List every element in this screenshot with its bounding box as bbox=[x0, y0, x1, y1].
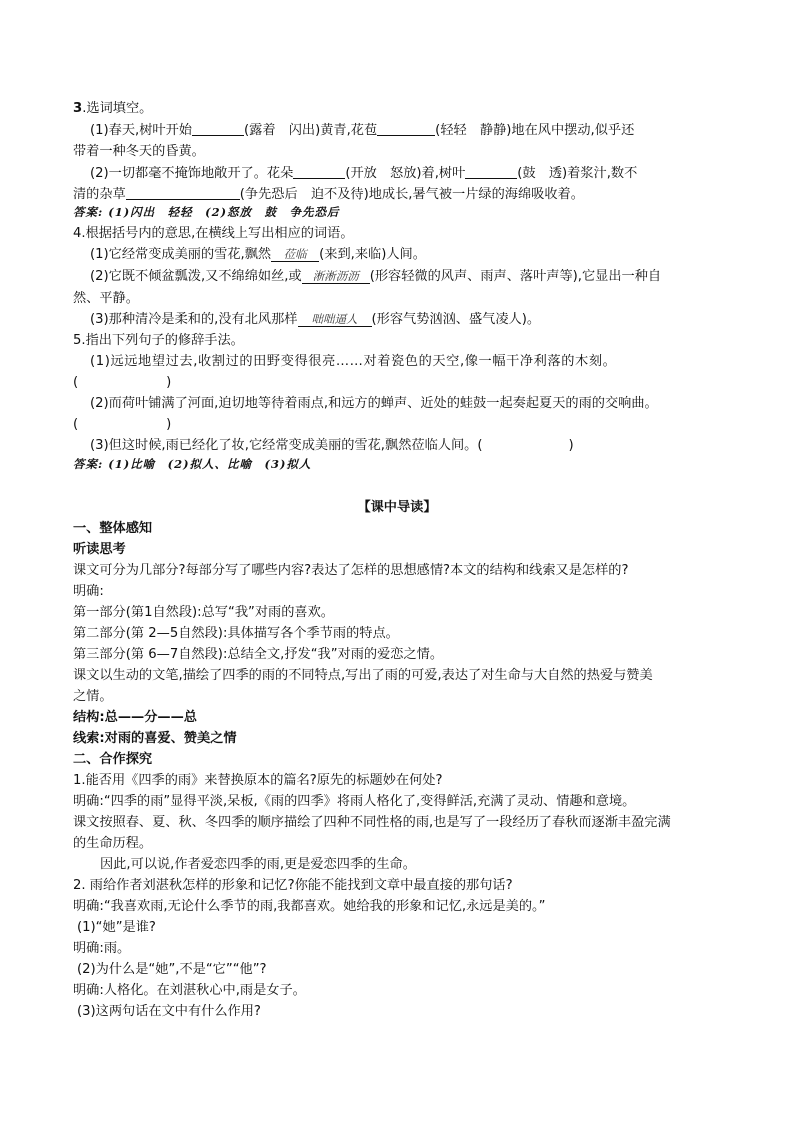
part2-answer-1-line-3: 的生命历程。 bbox=[73, 836, 153, 851]
q3-sentence-1: (1)春天,树叶开始 (露着 闪出)黄青,花苞 (轻轻 静静)地在风中摆动,似乎还 bbox=[90, 123, 635, 138]
part2-subquestion-3: (3)这两句话在文中有什么作用? bbox=[77, 1004, 261, 1019]
part2-subanswer-2: 明确:人格化。在刘湛秋心中,雨是女子。 bbox=[73, 983, 306, 998]
part2-subquestion-2: (2)为什么是“她”,不是“它”“他”? bbox=[77, 962, 267, 977]
part2-heading: 二、合作探究 bbox=[73, 752, 153, 767]
q4-sentence-3: (3)那种清冷是柔和的,没有北风那样 咄咄逼人 (形容气势汹汹、盛气凌人)。 bbox=[90, 312, 541, 327]
section-title: 【课中导读】 bbox=[357, 500, 437, 515]
q3-answer: 答案: (1)闪出 轻轻 (2)怒放 鼓 争先恐后 bbox=[73, 205, 340, 219]
q5-sentence-1: (1)远远地望过去,收割过的田野变得很亮……对着瓷色的天空,像一幅干净利落的木刻。 bbox=[90, 354, 617, 369]
q4-sentence-2: (2)它既不倾盆瓢泼,又不绵绵如丝,或 淅淅沥沥 (形容轻微的风声、雨声、落叶声等),它显出一种自 bbox=[90, 269, 662, 284]
part1-clarify: 明确: bbox=[73, 584, 104, 599]
q3-blank-1[interactable] bbox=[192, 123, 244, 136]
q4-fill-3[interactable]: 咄咄逼人 bbox=[298, 314, 372, 327]
part2-answer-1-line-4: 因此,可以说,作者爱恋四季的雨,更是爱恋四季的生命。 bbox=[100, 857, 416, 872]
part2-question-2: 2. 雨给作者刘湛秋怎样的形象和记忆?你能不能找到文章中最直接的那句话? bbox=[73, 878, 513, 893]
part1-summary: 课文以生动的文笔,描绘了四季的雨的不同特点,写出了雨的可爱,表达了对生命与大自然的热爱与赞美 bbox=[73, 668, 653, 683]
q5-title: 5.指出下列句子的修辞手法。 bbox=[73, 333, 244, 348]
q4-sentence-2-cont: 然、平静。 bbox=[73, 291, 139, 306]
part2-answer-1-line-2: 课文按照春、夏、秋、冬四季的顺序描绘了四种不同性格的雨,也是写了一段经历了春秋而逐渐丰盈完满 bbox=[73, 815, 671, 830]
q5-answer-slot-1[interactable]: ( ) bbox=[73, 375, 172, 390]
q3-title: 3.选词填空。 bbox=[73, 101, 153, 116]
q3-sentence-2-cont: 清的杂草 (争先恐后 迫不及待)地成长,暑气被一片绿的海绵吸收着。 bbox=[73, 187, 584, 202]
part1-point-3: 第三部分(第 6—7自然段):总结全文,抒发“我”对雨的爱恋之情。 bbox=[73, 647, 444, 662]
q3-sentence-1-cont: 带着一种冬天的昏黄。 bbox=[73, 144, 205, 159]
part2-subquestion-1: (1)“她”是谁? bbox=[77, 920, 156, 935]
part1-clue: 线索:对雨的喜爱、赞美之情 bbox=[73, 731, 237, 746]
q3-blank-3[interactable] bbox=[293, 166, 345, 179]
q5-sentence-2: (2)而荷叶铺满了河面,迫切地等待着雨点,和远方的蝉声、近处的蛙鼓一起奏起夏天的雨的交响曲。 bbox=[90, 396, 658, 411]
q3-blank-4[interactable] bbox=[465, 166, 517, 179]
q3-blank-5[interactable] bbox=[126, 187, 240, 200]
part1-structure: 结构:总——分——总 bbox=[73, 710, 197, 725]
part1-summary-cont: 之情。 bbox=[73, 689, 113, 704]
part2-question-1: 1.能否用《四季的雨》来替换原本的篇名?原先的标题妙在何处? bbox=[73, 773, 443, 788]
part1-heading: 一、整体感知 bbox=[73, 521, 153, 536]
q4-title: 4.根据括号内的意思,在横线上写出相应的词语。 bbox=[73, 226, 354, 241]
part1-question: 课文可分为几部分?每部分写了哪些内容?表达了怎样的思想感情?本文的结构和线索又是怎样的? bbox=[73, 563, 629, 578]
q5-answer-slot-2[interactable]: ( ) bbox=[73, 417, 172, 432]
part2-answer-2: 明确:“我喜欢雨,无论什么季节的雨,我都喜欢。她给我的形象和记忆,永远是美的。” bbox=[73, 899, 546, 914]
part2-subanswer-1: 明确:雨。 bbox=[73, 941, 131, 956]
q4-sentence-1: (1)它经常变成美丽的雪花,飘然 莅临 (来到,来临)人间。 bbox=[90, 247, 426, 262]
part1-point-1: 第一部分(第1自然段):总写“我”对雨的喜欢。 bbox=[73, 605, 334, 620]
q3-blank-2[interactable] bbox=[377, 123, 435, 136]
q4-fill-1[interactable]: 莅临 bbox=[271, 249, 319, 262]
q3-sentence-2: (2)一切都毫不掩饰地敞开了。花朵 (开放 怒放)着,树叶 (鼓 透)着浆汁,数不 bbox=[90, 166, 638, 181]
q4-fill-2[interactable]: 淅淅沥沥 bbox=[302, 271, 370, 284]
q5-sentence-3: (3)但这时候,雨已经化了妆,它经常变成美丽的雪花,飘然莅临人间。( ) bbox=[90, 438, 574, 453]
q5-answer: 答案: (1)比喻 (2)拟人、比喻 (3)拟人 bbox=[73, 457, 312, 471]
part1-subheading: 听读思考 bbox=[73, 542, 126, 557]
part1-point-2: 第二部分(第 2—5自然段):具体描写各个季节雨的特点。 bbox=[73, 626, 399, 641]
part2-answer-1: 明确:“四季的雨”显得平淡,呆板,《雨的四季》将雨人格化了,变得鲜活,充满了灵动、情趣和意境。 bbox=[73, 794, 636, 809]
